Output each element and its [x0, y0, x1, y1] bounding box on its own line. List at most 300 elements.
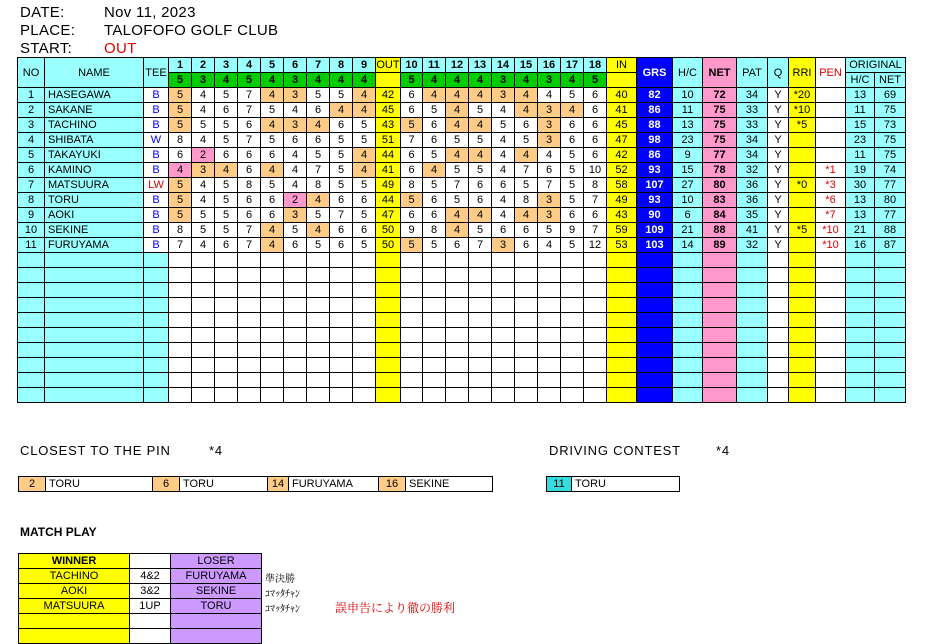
score-cell: 5: [469, 103, 492, 118]
player-rri: [789, 193, 816, 208]
empty-row: [18, 373, 906, 388]
score-cell: 6: [330, 193, 353, 208]
empty-cell: [284, 388, 307, 403]
empty-cell: [561, 313, 584, 328]
player-rri: [789, 238, 816, 253]
empty-cell: [768, 283, 789, 298]
score-cell: 50: [376, 223, 401, 238]
player-hc: 23: [673, 133, 703, 148]
score-cell: 4: [261, 163, 284, 178]
score-cell: 4: [446, 88, 469, 103]
empty-cell: [45, 328, 144, 343]
score-cell: 3: [492, 88, 515, 103]
player-name: TORU: [45, 193, 144, 208]
empty-cell: [816, 358, 846, 373]
empty-cell: [45, 358, 144, 373]
empty-cell: [492, 313, 515, 328]
score-cell: 5: [215, 193, 238, 208]
closest-name: TORU: [180, 477, 268, 492]
empty-cell: [446, 358, 469, 373]
player-name: FURUYAMA: [45, 238, 144, 253]
player-hc: 21: [673, 223, 703, 238]
closest-table: [18, 476, 493, 492]
empty-cell: [307, 268, 330, 283]
empty-cell: [330, 358, 353, 373]
empty-cell: [492, 343, 515, 358]
score-cell: 5: [215, 223, 238, 238]
empty-cell: [215, 388, 238, 403]
empty-cell: [446, 313, 469, 328]
score-cell: 4: [307, 223, 330, 238]
score-cell: 5: [353, 208, 376, 223]
score-cell: 2: [192, 148, 215, 163]
player-name: SAKANE: [45, 103, 144, 118]
empty-cell: [45, 298, 144, 313]
score-cell: 42: [607, 148, 637, 163]
match-winner: AOKI: [19, 584, 130, 599]
player-pat: 33: [737, 118, 768, 133]
empty-cell: [307, 298, 330, 313]
empty-cell: [469, 388, 492, 403]
empty-cell: [401, 253, 423, 268]
score-cell: 5: [330, 88, 353, 103]
empty-cell: [423, 343, 446, 358]
empty-cell: [816, 253, 846, 268]
player-name: TAKAYUKI: [45, 148, 144, 163]
score-cell: 5: [423, 148, 446, 163]
player-pen: [816, 148, 846, 163]
col-header-hole: 6: [284, 58, 307, 73]
par-cell: 3: [492, 73, 515, 88]
player-net: 75: [703, 118, 737, 133]
score-cell: 5: [492, 118, 515, 133]
player-net: 80: [703, 178, 737, 193]
player-orig-net: 74: [875, 163, 906, 178]
empty-cell: [192, 343, 215, 358]
empty-cell: [768, 373, 789, 388]
empty-row: [18, 298, 906, 313]
score-cell: 7: [330, 208, 353, 223]
score-cell: 4: [330, 103, 353, 118]
empty-cell: [607, 388, 637, 403]
empty-cell: [768, 253, 789, 268]
match-row: [19, 569, 262, 584]
empty-cell: [538, 268, 561, 283]
player-orig-hc: 30: [846, 178, 875, 193]
score-cell: 5: [401, 118, 423, 133]
empty-cell: [238, 328, 261, 343]
empty-cell: [192, 388, 215, 403]
player-orig-hc: 19: [846, 163, 875, 178]
player-orig-net: 77: [875, 178, 906, 193]
empty-cell: [584, 358, 607, 373]
col-header-hole: 15: [515, 58, 538, 73]
empty-cell: [737, 373, 768, 388]
player-q: Y: [768, 148, 789, 163]
empty-cell: [846, 373, 875, 388]
player-no: 8: [18, 193, 45, 208]
empty-cell: [816, 343, 846, 358]
closest-hole: 2: [19, 477, 46, 492]
score-cell: 7: [469, 238, 492, 253]
empty-cell: [376, 358, 401, 373]
empty-cell: [18, 373, 45, 388]
score-cell: 43: [376, 118, 401, 133]
empty-cell: [846, 328, 875, 343]
empty-cell: [45, 268, 144, 283]
empty-cell: [737, 298, 768, 313]
score-cell: 6: [401, 88, 423, 103]
score-cell: 5: [215, 208, 238, 223]
score-cell: 40: [607, 88, 637, 103]
score-cell: 6: [307, 133, 330, 148]
player-name: SEKINE: [45, 223, 144, 238]
empty-cell: [376, 253, 401, 268]
col-header-pen: PEN: [816, 58, 846, 88]
empty-cell: [261, 388, 284, 403]
score-cell: 6: [561, 133, 584, 148]
empty-cell: [846, 343, 875, 358]
empty-cell: [515, 328, 538, 343]
player-orig-net: 87: [875, 238, 906, 253]
score-cell: 41: [376, 163, 401, 178]
player-q: Y: [768, 88, 789, 103]
score-cell: 6: [584, 148, 607, 163]
player-hc: 14: [673, 238, 703, 253]
match-row: [19, 599, 262, 614]
empty-cell: [637, 313, 673, 328]
match-score-header: [130, 554, 171, 569]
empty-cell: [376, 343, 401, 358]
empty-cell: [492, 388, 515, 403]
score-cell: 4: [538, 88, 561, 103]
player-row: [18, 178, 906, 193]
player-net: 83: [703, 193, 737, 208]
player-tee: B: [144, 193, 169, 208]
score-cell: 12: [584, 238, 607, 253]
score-cell: 7: [584, 223, 607, 238]
score-cell: 5: [261, 178, 284, 193]
empty-cell: [515, 283, 538, 298]
empty-cell: [284, 358, 307, 373]
empty-cell: [18, 313, 45, 328]
col-header-hole: 5: [261, 58, 284, 73]
score-cell: 8: [584, 178, 607, 193]
empty-cell: [469, 313, 492, 328]
player-orig-hc: 13: [846, 193, 875, 208]
player-row: [18, 208, 906, 223]
empty-cell: [846, 298, 875, 313]
score-cell: 5: [169, 88, 192, 103]
match-note: ｺﾏｯﾀﾁｬﾝ: [265, 589, 300, 600]
empty-cell: [144, 373, 169, 388]
empty-cell: [261, 283, 284, 298]
player-name: AOKI: [45, 208, 144, 223]
score-cell: 5: [446, 193, 469, 208]
score-cell: 5: [469, 133, 492, 148]
player-no: 2: [18, 103, 45, 118]
score-cell: 6: [169, 148, 192, 163]
score-cell: 4: [469, 118, 492, 133]
empty-cell: [423, 373, 446, 388]
empty-cell: [376, 283, 401, 298]
empty-cell: [446, 328, 469, 343]
empty-cell: [816, 313, 846, 328]
empty-cell: [423, 313, 446, 328]
player-rri: *5: [789, 118, 816, 133]
empty-cell: [637, 268, 673, 283]
empty-cell: [673, 343, 703, 358]
col-header-hole: 12: [446, 58, 469, 73]
score-cell: 6: [238, 163, 261, 178]
empty-cell: [703, 388, 737, 403]
empty-cell: [875, 268, 906, 283]
driving-title: DRIVING CONTEST: [549, 443, 681, 458]
col-header-orig-net: NET: [875, 73, 906, 88]
score-cell: 6: [423, 118, 446, 133]
player-net: 75: [703, 133, 737, 148]
empty-cell: [401, 328, 423, 343]
empty-cell: [353, 298, 376, 313]
score-cell: 5: [330, 148, 353, 163]
player-tee: B: [144, 148, 169, 163]
empty-cell: [215, 358, 238, 373]
player-tee: B: [144, 118, 169, 133]
score-cell: 6: [515, 223, 538, 238]
empty-cell: [215, 313, 238, 328]
score-cell: 6: [469, 178, 492, 193]
empty-cell: [353, 358, 376, 373]
empty-cell: [737, 253, 768, 268]
score-cell: 10: [584, 163, 607, 178]
empty-cell: [18, 328, 45, 343]
empty-cell: [492, 358, 515, 373]
empty-cell: [768, 313, 789, 328]
match-empty-row: [19, 614, 262, 629]
par-cell: 4: [469, 73, 492, 88]
empty-cell: [515, 268, 538, 283]
player-pat: 35: [737, 208, 768, 223]
score-cell: 5: [307, 238, 330, 253]
empty-row: [18, 388, 906, 403]
score-cell: 5: [353, 118, 376, 133]
score-cell: 3: [284, 208, 307, 223]
player-orig-net: 80: [875, 193, 906, 208]
score-cell: 5: [192, 208, 215, 223]
score-cell: 5: [423, 103, 446, 118]
empty-cell: [215, 283, 238, 298]
score-cell: 44: [376, 193, 401, 208]
score-cell: 4: [492, 148, 515, 163]
empty-cell: [284, 328, 307, 343]
match-note: ｺﾏｯﾀﾁｬﾝ: [265, 604, 300, 615]
score-cell: 5: [561, 88, 584, 103]
empty-cell: [584, 388, 607, 403]
player-no: 7: [18, 178, 45, 193]
score-cell: 5: [169, 118, 192, 133]
empty-cell: [169, 373, 192, 388]
score-cell: 4: [261, 118, 284, 133]
match-empty: [130, 629, 171, 644]
empty-cell: [561, 343, 584, 358]
empty-row: [18, 313, 906, 328]
match-row: [19, 584, 262, 599]
score-cell: 4: [515, 148, 538, 163]
driving-table: [546, 476, 680, 492]
empty-cell: [215, 373, 238, 388]
driving-name: TORU: [572, 477, 680, 492]
empty-cell: [492, 253, 515, 268]
empty-cell: [169, 298, 192, 313]
score-cell: 7: [401, 133, 423, 148]
player-no: 5: [18, 148, 45, 163]
score-cell: 6: [401, 148, 423, 163]
score-cell: 4: [353, 103, 376, 118]
score-cell: 4: [469, 208, 492, 223]
score-cell: 5: [215, 133, 238, 148]
score-cell: 5: [169, 178, 192, 193]
player-grs: 93: [637, 163, 673, 178]
player-orig-hc: 13: [846, 88, 875, 103]
player-tee: B: [144, 238, 169, 253]
score-cell: 53: [607, 238, 637, 253]
player-tee: B: [144, 163, 169, 178]
score-cell: 4: [423, 163, 446, 178]
score-cell: 6: [515, 118, 538, 133]
score-cell: 6: [423, 208, 446, 223]
score-cell: 6: [584, 88, 607, 103]
match-empty: [19, 614, 130, 629]
player-q: Y: [768, 208, 789, 223]
empty-cell: [18, 388, 45, 403]
score-cell: 4: [284, 163, 307, 178]
empty-cell: [18, 358, 45, 373]
empty-cell: [169, 283, 192, 298]
empty-cell: [584, 313, 607, 328]
empty-cell: [561, 268, 584, 283]
score-cell: 5: [192, 223, 215, 238]
player-no: 6: [18, 163, 45, 178]
empty-cell: [584, 298, 607, 313]
score-cell: 4: [169, 163, 192, 178]
score-cell: 5: [330, 178, 353, 193]
empty-cell: [737, 283, 768, 298]
match-empty: [171, 614, 262, 629]
match-winner: TACHINO: [19, 569, 130, 584]
player-rri: [789, 163, 816, 178]
score-cell: 6: [284, 133, 307, 148]
score-cell: 6: [238, 193, 261, 208]
score-cell: 4: [307, 118, 330, 133]
col-header-hole: 2: [192, 58, 215, 73]
empty-cell: [538, 328, 561, 343]
empty-cell: [144, 343, 169, 358]
empty-cell: [215, 298, 238, 313]
par-cell: [607, 73, 637, 88]
player-rri: [789, 208, 816, 223]
empty-cell: [353, 388, 376, 403]
par-cell: 4: [353, 73, 376, 88]
score-cell: 45: [607, 118, 637, 133]
empty-cell: [169, 313, 192, 328]
empty-cell: [789, 373, 816, 388]
player-hc: 10: [673, 88, 703, 103]
player-grs: 109: [637, 223, 673, 238]
empty-cell: [238, 298, 261, 313]
empty-cell: [307, 328, 330, 343]
score-cell: 6: [492, 178, 515, 193]
empty-cell: [18, 253, 45, 268]
score-cell: 6: [261, 148, 284, 163]
empty-cell: [469, 298, 492, 313]
col-header-hole: 1: [169, 58, 192, 73]
match-note: 準決勝: [265, 574, 295, 585]
col-header-hole: OUT: [376, 59, 400, 71]
player-pat: 32: [737, 163, 768, 178]
empty-cell: [330, 343, 353, 358]
empty-cell: [538, 388, 561, 403]
empty-cell: [446, 343, 469, 358]
empty-cell: [307, 253, 330, 268]
player-rri: [789, 148, 816, 163]
empty-cell: [330, 373, 353, 388]
player-net: 89: [703, 238, 737, 253]
empty-cell: [238, 388, 261, 403]
empty-cell: [376, 268, 401, 283]
player-orig-hc: 11: [846, 148, 875, 163]
player-grs: 86: [637, 148, 673, 163]
empty-cell: [353, 283, 376, 298]
empty-cell: [330, 298, 353, 313]
empty-cell: [192, 253, 215, 268]
empty-cell: [423, 328, 446, 343]
empty-cell: [353, 268, 376, 283]
player-tee: B: [144, 88, 169, 103]
empty-cell: [768, 358, 789, 373]
empty-cell: [238, 253, 261, 268]
score-cell: 6: [261, 208, 284, 223]
driving-hole: 11: [547, 477, 572, 492]
player-grs: 86: [637, 103, 673, 118]
empty-cell: [376, 388, 401, 403]
score-cell: 6: [561, 118, 584, 133]
empty-cell: [846, 358, 875, 373]
empty-cell: [376, 328, 401, 343]
empty-cell: [816, 328, 846, 343]
empty-cell: [673, 268, 703, 283]
score-cell: 6: [584, 118, 607, 133]
score-cell: 50: [376, 238, 401, 253]
col-header-hc: H/C: [673, 58, 703, 88]
score-cell: 4: [538, 238, 561, 253]
score-cell: 4: [469, 88, 492, 103]
score-cell: 4: [561, 103, 584, 118]
place-label: PLACE:: [20, 22, 76, 39]
empty-cell: [703, 373, 737, 388]
place-value: TALOFOFO GOLF CLUB: [104, 22, 279, 39]
score-cell: 4: [261, 238, 284, 253]
match-empty: [171, 629, 262, 644]
player-tee: B: [144, 103, 169, 118]
empty-cell: [423, 298, 446, 313]
score-cell: 4: [423, 88, 446, 103]
score-cell: 6: [423, 133, 446, 148]
empty-cell: [238, 373, 261, 388]
empty-cell: [307, 358, 330, 373]
score-cell: 6: [446, 238, 469, 253]
player-orig-hc: 21: [846, 223, 875, 238]
par-cell: 4: [446, 73, 469, 88]
